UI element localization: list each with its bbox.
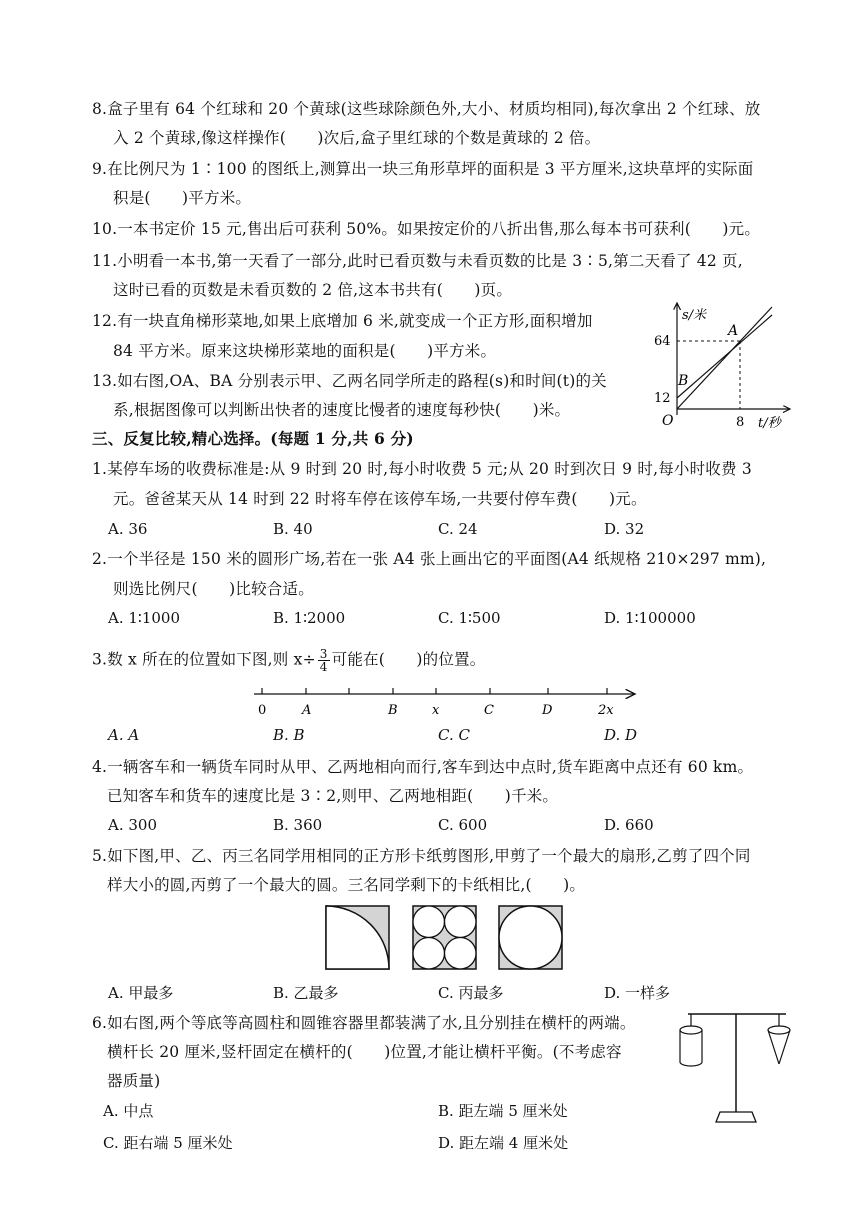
choice-5-option-a: A. 甲最多	[108, 984, 174, 1002]
choice-6-line-1: 6.如右图,两个等底等高圆柱和圆锥容器里都装满了水,且分别挂在横杆的两端。	[92, 1014, 636, 1032]
question-9-line-2: 积是( )平方米。	[113, 189, 252, 207]
choice-6-option-d: D. 距左端 4 厘米处	[438, 1134, 569, 1152]
card-jia	[326, 906, 389, 969]
choice-3-suffix: 可能在( )的位置。	[331, 650, 486, 669]
choice-1-line-2: 元。爸爸某天从 14 时到 22 时将车停在该停车场,一共要付停车费( )元。	[113, 490, 647, 508]
choice-6-option-b: B. 距左端 5 厘米处	[438, 1102, 568, 1120]
choice-3-option-b: B. B	[273, 726, 305, 744]
fraction-denominator: 4	[319, 660, 328, 674]
question-10-line-1: 10.一本书定价 15 元,售出后可获利 50%。如果按定价的八折出售,那么每本书可获利( )元。	[92, 220, 761, 238]
choice-4-option-a: A. 300	[108, 816, 157, 834]
nl-label-d: D	[542, 703, 553, 718]
distance-time-graph	[640, 295, 800, 435]
choice-2-option-b: B. 1∶2000	[273, 609, 346, 627]
nl-label-2x: 2x	[598, 703, 614, 718]
cylinder-container	[680, 1014, 702, 1066]
choice-3-line-1	[92, 648, 485, 673]
choice-4-option-d: D. 660	[604, 816, 654, 834]
question-13-line-1: 13.如右图,OA、BA 分别表示甲、乙两名同学所走的路程(s)和时间(t)的关	[92, 372, 607, 390]
choice-5-option-c: C. 丙最多	[438, 984, 504, 1002]
choice-2-option-c: C. 1∶500	[438, 609, 501, 627]
choice-5-option-b: B. 乙最多	[273, 984, 339, 1002]
choice-6-option-c: C. 距右端 5 厘米处	[103, 1134, 233, 1152]
cone-container	[768, 1014, 790, 1064]
choice-1-option-a: A. 36	[108, 520, 148, 538]
nl-label-x: x	[432, 703, 440, 718]
nl-label-c: C	[484, 703, 494, 718]
question-12-line-2: 84 平方米。原来这块梯形菜地的面积是( )平方米。	[113, 342, 497, 360]
question-8-line-2: 入 2 个黄球,像这样操作( )次后,盒子里红球的个数是黄球的 2 倍。	[113, 129, 601, 147]
choice-6-line-2: 横杆长 20 厘米,竖杆固定在横杆的( )位置,才能让横杆平衡。(不考虑容	[107, 1043, 622, 1061]
choice-3-option-d: D. D	[604, 726, 638, 744]
choice-1-line-1: 1.某停车场的收费标准是:从 9 时到 20 时,每小时收费 5 元;从 20 时到次日 9 时,每小时收费 3	[92, 460, 752, 478]
square-cards-figure	[325, 905, 565, 971]
question-8-line-1: 8.盒子里有 64 个红球和 20 个黄球(这些球除颜色外,大小、材质均相同),每次拿出 2 个红球、放	[92, 100, 761, 118]
choice-2-option-d: D. 1∶100000	[604, 609, 696, 627]
question-11-line-2: 这时已看的页数是未看页数的 2 倍,这本书共有( )页。	[113, 281, 513, 299]
choice-4-option-b: B. 360	[273, 816, 323, 834]
line-ba	[677, 315, 772, 398]
origin-label: O	[662, 413, 674, 429]
choice-5-option-d: D. 一样多	[604, 984, 671, 1002]
y-tick-12: 12	[654, 391, 671, 406]
question-11-line-1: 11.小明看一本书,第一天看了一部分,此时已看页数与未看页数的比是 3∶5,第二天看了 42 页,	[92, 252, 743, 270]
card-bing	[499, 906, 562, 969]
question-13-line-2: 系,根据图像可以判断出快者的速度比慢者的速度每秒快( )米。	[113, 401, 571, 419]
choice-3-prefix: 3.数 x 所在的位置如下图,则 x÷	[92, 650, 316, 669]
choice-4-line-2: 已知客车和货车的速度比是 3∶2,则甲、乙两地相距( )千米。	[107, 787, 559, 805]
point-b-label: B	[678, 373, 689, 389]
nl-label-0: 0	[258, 703, 267, 718]
fraction-numerator: 3	[319, 647, 328, 661]
number-line	[250, 682, 645, 718]
point-a-label: A	[728, 323, 739, 339]
choice-4-line-1: 4.一辆客车和一辆货车同时从甲、乙两地相向而行,客车到达中点时,货车距离中点还有 60 km。	[92, 758, 754, 776]
choice-1-option-c: C. 24	[438, 520, 478, 538]
question-12-line-1: 12.有一块直角梯形菜地,如果上底增加 6 米,就变成一个正方形,面积增加	[92, 312, 593, 330]
choice-5-line-1: 5.如下图,甲、乙、丙三名同学用相同的正方形卡纸剪图形,甲剪了一个最大的扇形,乙剪了四个同	[92, 847, 751, 865]
choice-6-option-a: A. 中点	[103, 1102, 154, 1120]
choice-3-fraction	[318, 648, 330, 673]
choice-2-line-2: 则选比例尺( )比较合适。	[113, 580, 314, 598]
nl-label-a: A	[302, 703, 312, 718]
choice-2-option-a: A. 1∶1000	[108, 609, 180, 627]
card-yi	[413, 906, 476, 969]
choice-1-option-d: D. 32	[604, 520, 645, 538]
choice-5-line-2: 样大小的圆,丙剪了一个最大的圆。三名同学剩下的卡纸相比,( )。	[107, 876, 586, 894]
nl-label-b: B	[388, 703, 398, 718]
x-tick-8: 8	[736, 415, 745, 430]
choice-3-option-a: A. A	[108, 726, 140, 744]
question-9-line-1: 9.在比例尺为 1∶100 的图纸上,测算出一块三角形草坪的面积是 3 平方厘米,这块草坪的实际面	[92, 160, 754, 178]
choice-6-line-3: 器质量)	[107, 1072, 161, 1090]
x-axis-label: t/秒	[758, 416, 781, 431]
choice-2-line-1: 2.一个半径是 150 米的圆形广场,若在一张 A4 张上画出它的平面图(A4 纸规格 210×297 mm),	[92, 550, 767, 568]
balance-figure	[674, 1004, 804, 1134]
section-3-title: 三、反复比较,精心选择。(每题 1 分,共 6 分)	[92, 429, 414, 448]
y-axis-label: s/米	[682, 308, 707, 323]
y-tick-64: 64	[654, 334, 671, 349]
choice-4-option-c: C. 600	[438, 816, 488, 834]
choice-1-option-b: B. 40	[273, 520, 313, 538]
choice-3-option-c: C. C	[438, 726, 470, 744]
